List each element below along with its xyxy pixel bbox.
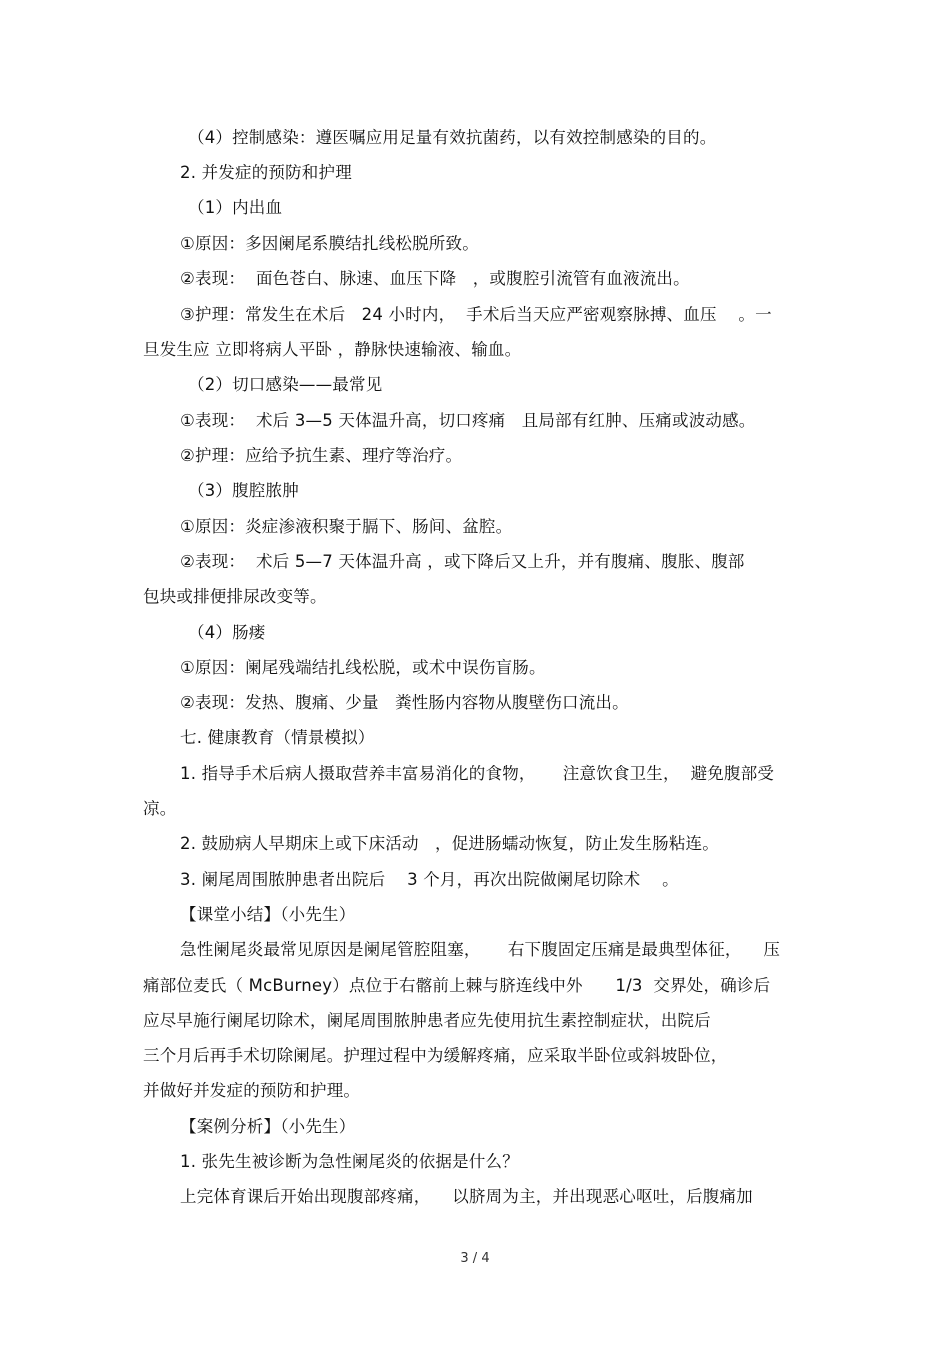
text-line: ①原因：多因阑尾系膜结扎线松脱所致。	[180, 234, 479, 253]
text-line: ②表现： 术后 5—7 天体温升高 ，或下降后又上升，并有腹痛、腹胀、腹部	[180, 552, 745, 571]
text-line: 上完体育课后开始出现腹部疼痛， 以脐周为主，并出现恶心呕吐，后腹痛加	[180, 1187, 753, 1206]
text-line: 1. 张先生被诊断为急性阑尾炎的依据是什么？	[180, 1152, 519, 1171]
text-line: 三个月后再手术切除阑尾。护理过程中为缓解疼痛，应采取半卧位或斜坡卧位，	[143, 1046, 728, 1065]
text-line: ②护理：应给予抗生素、理疗等治疗。	[180, 446, 463, 465]
text-line: ②表现：发热、腹痛、少量 粪性肠内容物从腹壁伤口流出。	[180, 693, 629, 712]
text-line: 3. 阑尾周围脓肿患者出院后 3 个月，再次出院做阑尾切除术 。	[180, 870, 679, 889]
section-heading: 【案例分析】（小先生）	[180, 1117, 356, 1136]
section-heading: 【课堂小结】（小先生）	[180, 905, 356, 924]
text-line: 包块或排便排尿改变等。	[143, 587, 327, 606]
subsection-heading: （4）肠瘘	[188, 623, 266, 642]
text-line: 1. 指导手术后病人摄取营养丰富易消化的食物， 注意饮食卫生， 避免腹部受	[180, 764, 775, 783]
page-number: 3 / 4	[460, 1251, 490, 1266]
text-line: ②表现： 面色苍白、脉速、血压下降 ，或腹腔引流管有血液流出。	[180, 269, 690, 288]
subsection-heading: （1）内出血	[188, 198, 283, 217]
subsection-heading: （2）切口感染——最常见	[188, 375, 383, 394]
section-heading: 七. 健康教育（情景模拟）	[180, 728, 375, 747]
text-line: 2. 鼓励病人早期床上或下床活动 ，促进肠蠕动恢复，防止发生肠粘连。	[180, 834, 719, 853]
section-heading: 2. 并发症的预防和护理	[180, 163, 352, 182]
text-line: 旦发生应 立即将病人平卧 ，静脉快速输液、输血。	[143, 340, 522, 359]
text-line: 痛部位麦氏（ McBurney）点位于右髂前上棘与脐连线中外 1/3 交界处，确诊后	[143, 976, 771, 995]
text-line: ①原因：阑尾残端结扎线松脱，或术中误伤盲肠。	[180, 658, 546, 677]
text-line: 应尽早施行阑尾切除术，阑尾周围脓肿患者应先使用抗生素控制症状，出院后	[143, 1011, 711, 1030]
text-line: 凉。	[143, 799, 177, 818]
text-line: ①表现： 术后 3—5 天体温升高，切口疼痛 且局部有红肿、压痛或波动感。	[180, 411, 756, 430]
text-line: 并做好并发症的预防和护理。	[143, 1081, 361, 1100]
subsection-heading: （3）腹腔脓肿	[188, 481, 299, 500]
text-line: 急性阑尾炎最常见原因是阑尾管腔阻塞， 右下腹固定压痛是最典型体征， 压	[180, 940, 781, 959]
text-line: ①原因：炎症渗液积聚于膈下、肠间、盆腔。	[180, 517, 513, 536]
text-line: ③护理：常发生在术后 24 小时内， 手术后当天应严密观察脉搏、血压 。一	[180, 305, 772, 324]
text-line: （4）控制感染：遵医嘱应用足量有效抗菌药，以有效控制感染的目的。	[188, 128, 717, 147]
